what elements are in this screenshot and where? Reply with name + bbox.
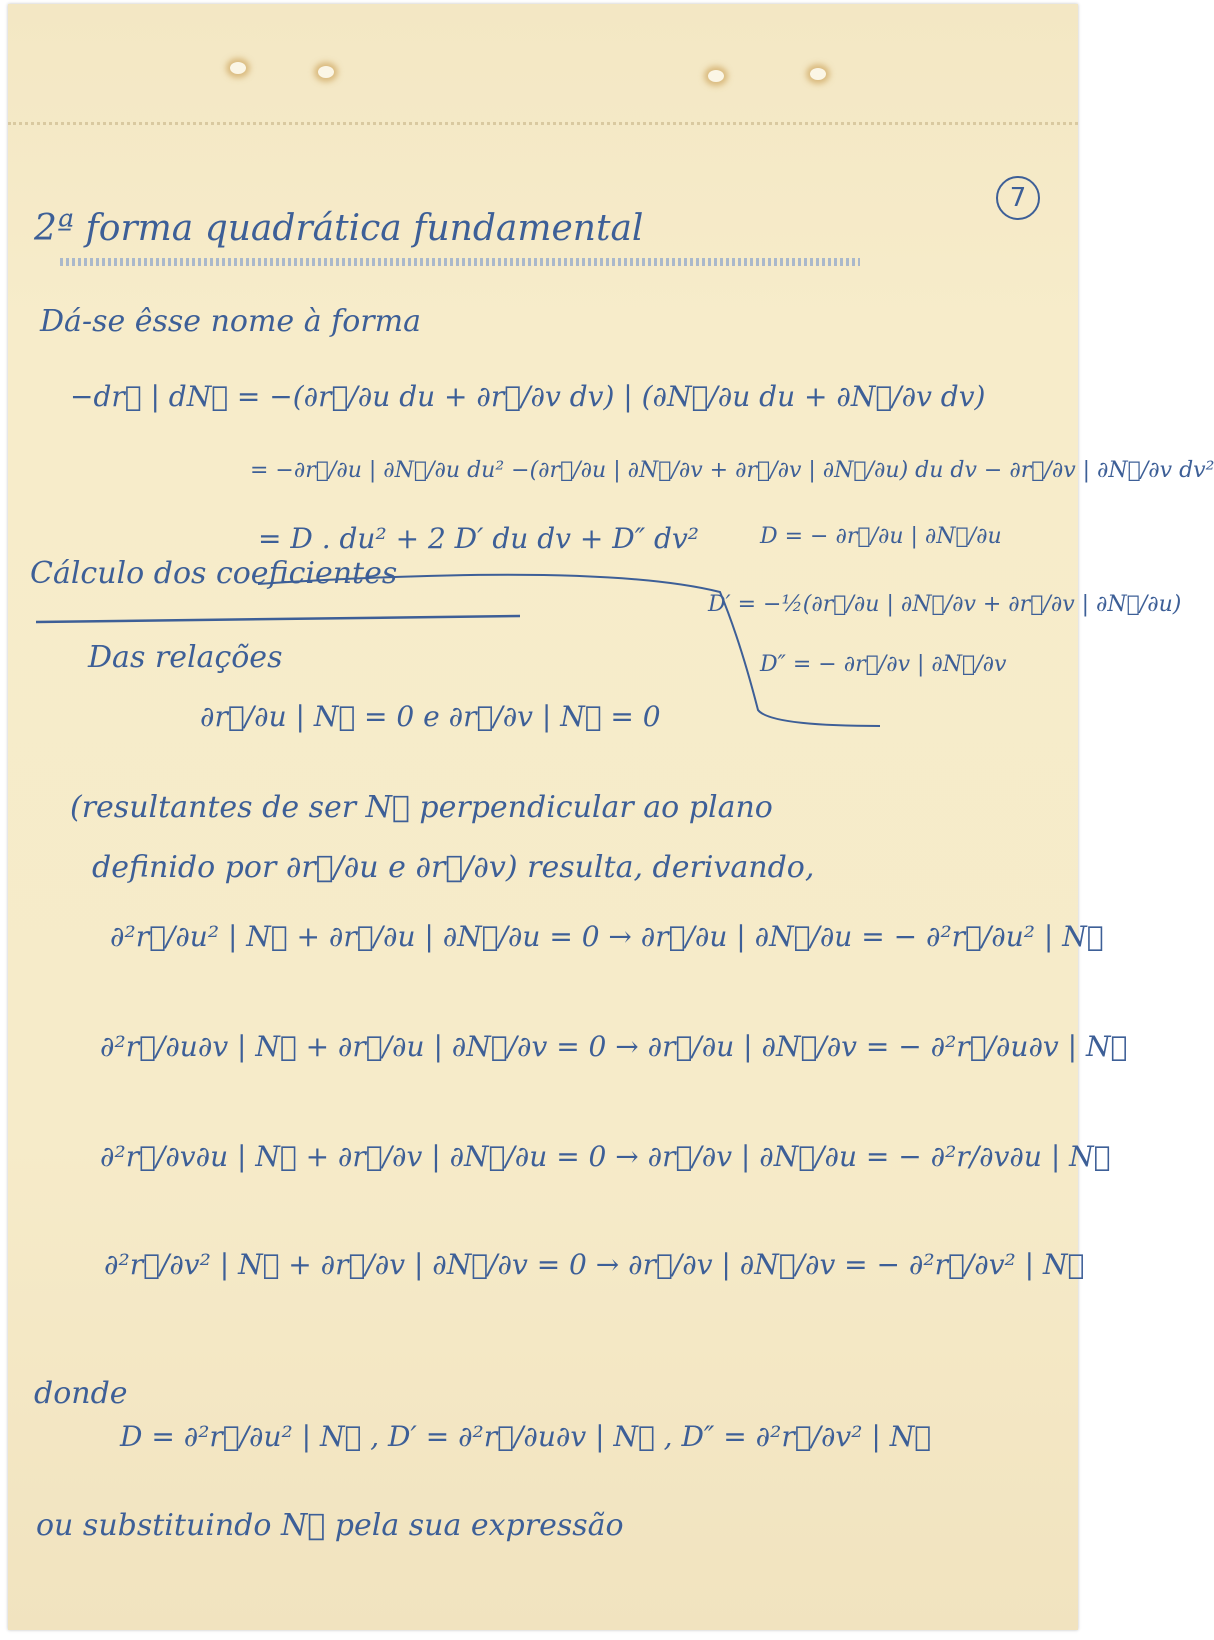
derivation-1: ∂²r⃗/∂u² | N⃗ + ∂r⃗/∂u | ∂N⃗/∂u = 0 → ∂r⃗/∂u | ∂N⃗/∂u = − ∂²r⃗/∂u² | N⃗ [110, 920, 1104, 953]
page-number: 7 [996, 176, 1040, 220]
derivation-3: ∂²r⃗/∂v∂u | N⃗ + ∂r⃗/∂v | ∂N⃗/∂u = 0 → ∂r⃗/∂v | ∂N⃗/∂u = − ∂²r/∂v∂u | N⃗ [100, 1140, 1111, 1173]
equation-1: −dr⃗ | dN⃗ = −(∂r⃗/∂u du + ∂r⃗/∂v dv) | (∂N⃗/∂u du + ∂N⃗/∂v dv) [70, 380, 986, 413]
coefficient-D-prime: D′ = −½(∂r⃗/∂u | ∂N⃗/∂v + ∂r⃗/∂v | ∂N⃗/∂u) [708, 592, 1182, 617]
coefficient-D: D = − ∂r⃗/∂u | ∂N⃗/∂u [760, 524, 1002, 549]
relations-equation: ∂r⃗/∂u | N⃗ = 0 e ∂r⃗/∂v | N⃗ = 0 [200, 700, 661, 733]
equation-3: = D . du² + 2 D′ du dv + D″ dv² [258, 522, 700, 555]
coefficient-D-double-prime: D″ = − ∂r⃗/∂v | ∂N⃗/∂v [760, 652, 1007, 677]
relations-text: Das relações [88, 640, 283, 675]
paragraph-line-2: definido por ∂r⃗/∂u e ∂r⃗/∂v) resulta, derivando, [92, 850, 815, 885]
heading-underline [36, 616, 520, 622]
donde-text: donde [34, 1376, 128, 1411]
derivation-2: ∂²r⃗/∂u∂v | N⃗ + ∂r⃗/∂u | ∂N⃗/∂v = 0 → ∂r⃗/∂u | ∂N⃗/∂v = − ∂²r⃗/∂u∂v | N⃗ [100, 1030, 1128, 1063]
page-title: 2ª forma quadrática fundamental [34, 208, 644, 249]
last-line: ou substituindo N⃗ pela sua expressão [36, 1508, 624, 1543]
bracket-curve [258, 575, 880, 726]
paragraph-line-1: (resultantes de ser N⃗ perpendicular ao plano [70, 790, 773, 825]
result-equation: D = ∂²r⃗/∂u² | N⃗ , D′ = ∂²r⃗/∂u∂v | N⃗ , D″ = ∂²r⃗/∂v² | N⃗ [120, 1420, 932, 1453]
calc-heading: Cálculo dos coeficientes [30, 556, 398, 591]
intro-text: Dá-se êsse nome à forma [40, 304, 421, 339]
equation-2: = −∂r⃗/∂u | ∂N⃗/∂u du² −(∂r⃗/∂u | ∂N⃗/∂v + ∂r⃗/∂v | ∂N⃗/∂u) du dv − ∂r⃗/∂v | ∂N⃗/∂v dv² [250, 458, 1214, 483]
derivation-4: ∂²r⃗/∂v² | N⃗ + ∂r⃗/∂v | ∂N⃗/∂v = 0 → ∂r⃗/∂v | ∂N⃗/∂v = − ∂²r⃗/∂v² | N⃗ [104, 1248, 1085, 1281]
